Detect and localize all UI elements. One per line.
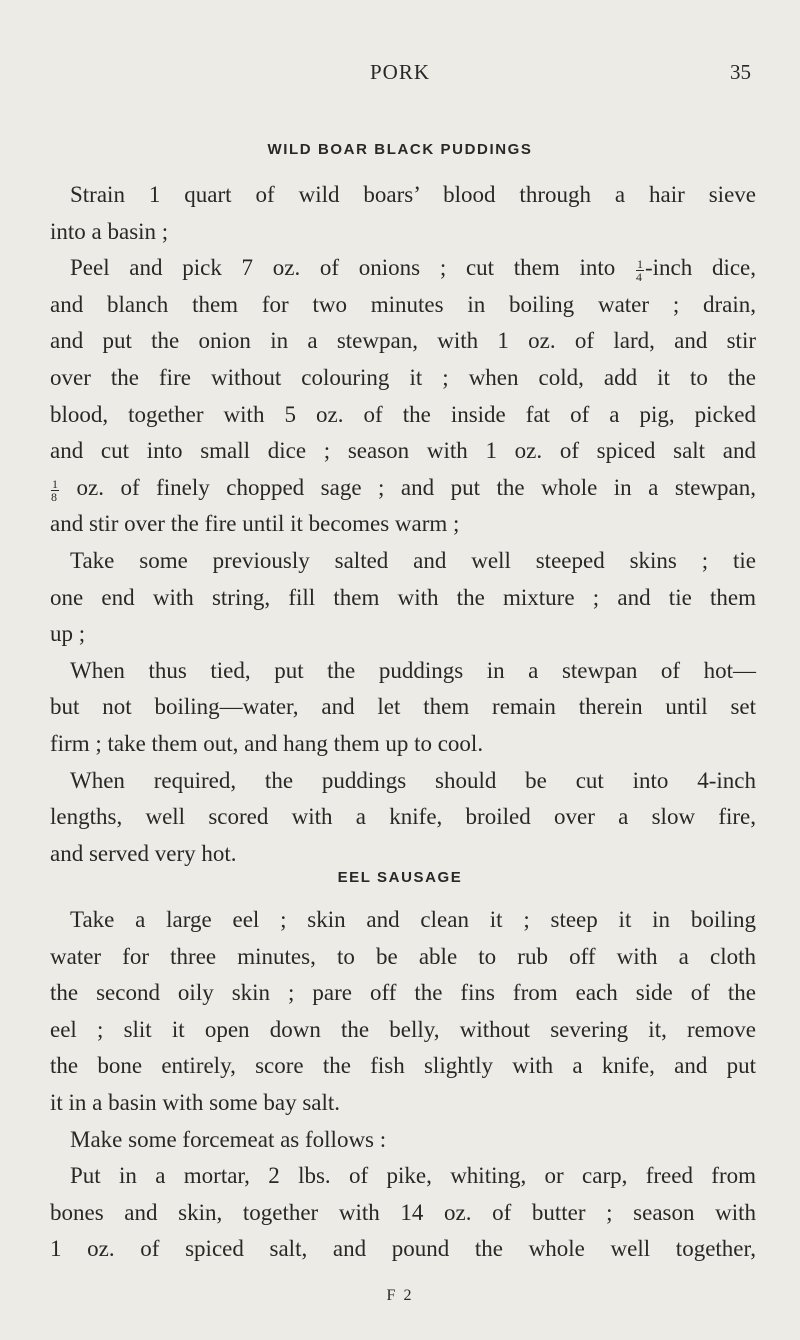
text-line: bones and skin, together with 14 oz. of butter ; season with: [50, 1199, 756, 1225]
fraction-eighth: $\frac{1}{8}$: [51, 476, 58, 504]
signature-mark: F 2: [386, 1287, 414, 1304]
text-line: and stir over the fire until it becomes warm ;: [50, 511, 460, 537]
text-line: but not boiling—water, and let them remain therein until set: [50, 694, 756, 720]
text-line: water for three minutes, to be able to rub off with a cloth: [50, 943, 756, 969]
text-line: Take some previously salted and well steeped skins ; tie: [70, 547, 756, 573]
running-head: [0, 60, 800, 90]
text-line: eel ; slit it open down the belly, without severing it, remove: [50, 1016, 756, 1042]
fraction-quarter: $\frac{1}{4}$: [635, 257, 643, 285]
text-line: and cut into small dice ; season with 1 oz. of spiced salt and: [50, 438, 756, 464]
text-line: blood, together with 5 oz. of the inside fat of a pig, picked: [50, 401, 756, 427]
text-line: and blanch them for two minutes in boiling water ; drain,: [50, 291, 756, 317]
text-line: the second oily skin ; pare off the fins from each side of the: [50, 980, 756, 1006]
text-line: Put in a mortar, 2 lbs. of pike, whiting, or carp, freed from: [70, 1163, 756, 1189]
text-line: Take a large eel ; skin and clean it ; steep it in boiling: [70, 907, 756, 932]
text-line: and put the onion in a stewpan, with 1 oz. of lard, and stir: [50, 328, 756, 354]
text-line: $\frac{1}{8}$ oz. of finely chopped sage ; and put the whole in a stewpan,: [51, 474, 756, 504]
text-line: the bone entirely, score the fish slightly with a knife, and put: [50, 1053, 756, 1079]
text-line: Make some forcemeat as follows :: [70, 1126, 387, 1152]
section-body-wild-boar: [50, 177, 756, 872]
running-head-title: PORK: [369, 60, 431, 84]
text-line: into a basin ;: [50, 218, 169, 244]
text-line: and served very hot.: [50, 840, 237, 866]
text-line: one end with string, fill them with the mixture ; and tie them: [50, 584, 756, 610]
text-line: up ;: [50, 621, 86, 647]
text-line: lengths, well scored with a knife, broiled over a slow fire,: [50, 804, 756, 830]
text-line: When required, the puddings should be cut into 4-inch: [70, 767, 756, 793]
page-number: 35: [730, 60, 751, 84]
section-heading-eel-sausage: EEL SAUSAGE: [337, 869, 463, 886]
text-line: over the fire without colouring it ; when cold, add it to the: [50, 364, 756, 390]
text-line: 1 oz. of spiced salt, and pound the whole well together,: [50, 1236, 756, 1262]
text-line: Peel and pick 7 oz. of onions ; cut them into $\frac{1}{4}$ -inch dice,: [70, 255, 756, 285]
section-body-eel-sausage: [50, 902, 756, 1268]
text-line: it in a basin with some bay salt.: [50, 1089, 341, 1115]
text-line: Strain 1 quart of wild boars’ blood through a hair sieve: [70, 182, 756, 207]
text-line: When thus tied, put the puddings in a stewpan of hot—: [70, 657, 756, 683]
section-heading-wild-boar: WILD BOAR BLACK PUDDINGS: [267, 141, 533, 158]
text-line: firm ; take them out, and hang them up to cool.: [50, 730, 484, 756]
